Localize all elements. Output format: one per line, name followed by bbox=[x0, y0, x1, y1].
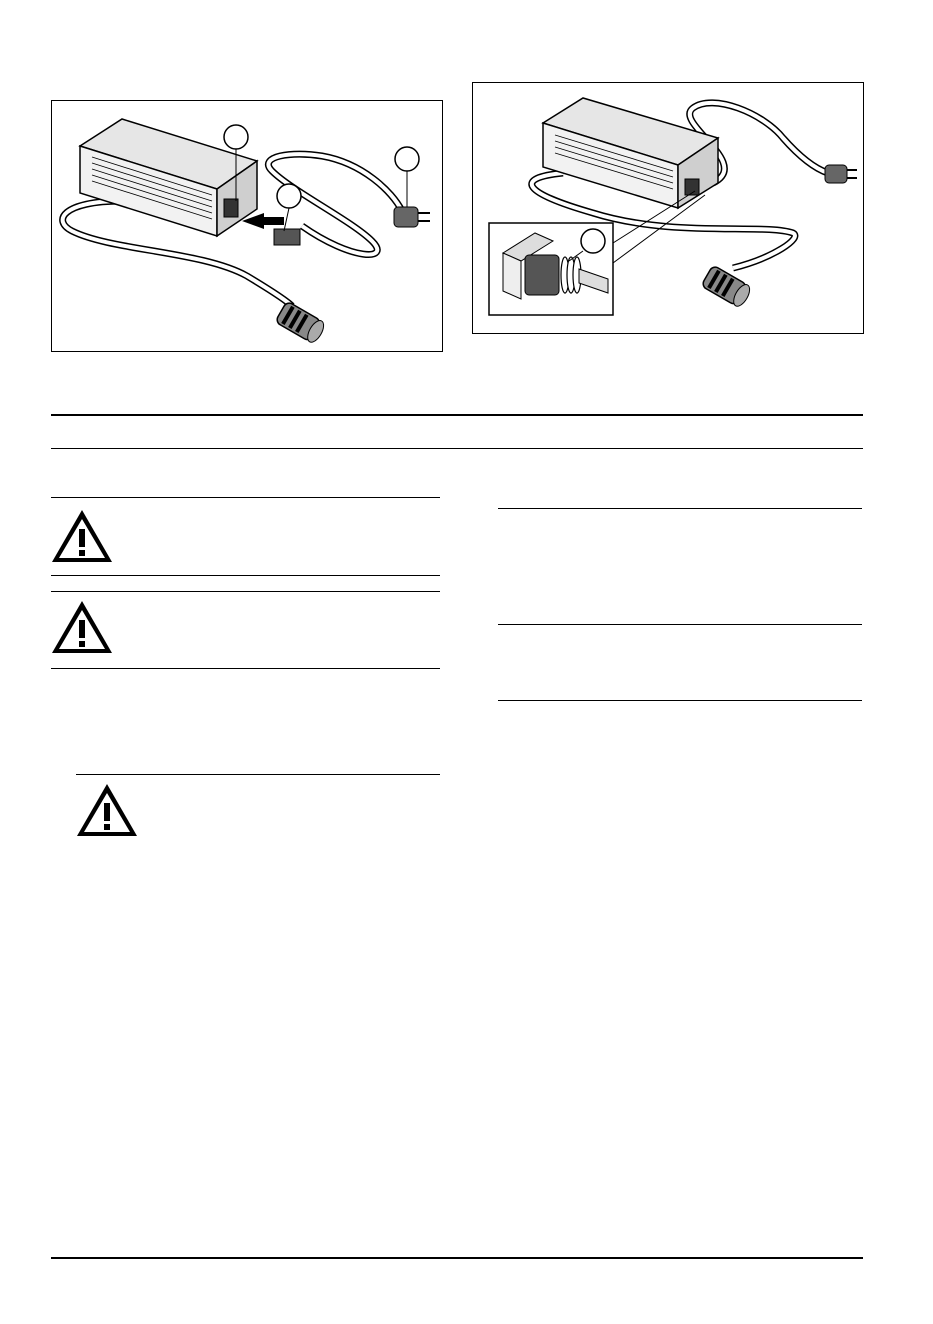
callout-circle-3 bbox=[395, 147, 419, 171]
callout-circle-1 bbox=[224, 125, 248, 149]
note-rule bbox=[498, 624, 862, 625]
footer-rule bbox=[51, 1257, 863, 1259]
warning-rule bbox=[76, 774, 440, 775]
section-rule-top bbox=[51, 414, 863, 416]
warning-rule bbox=[51, 497, 440, 498]
warning-rule bbox=[51, 591, 440, 592]
section-rule-heading bbox=[51, 448, 863, 449]
warning-rule bbox=[51, 668, 440, 669]
callout-circle-2 bbox=[277, 184, 301, 208]
charger-detail-illustration bbox=[473, 83, 863, 333]
warning-rule bbox=[51, 575, 440, 576]
charger-detail-figure bbox=[472, 82, 864, 334]
charger-connection-figure bbox=[51, 100, 443, 352]
note-rule bbox=[498, 700, 862, 701]
callout-circle-4 bbox=[581, 229, 605, 253]
note-rule bbox=[498, 508, 862, 509]
warning-triangle-icon bbox=[50, 508, 114, 569]
charger-connection-illustration bbox=[52, 101, 442, 351]
warning-triangle-icon bbox=[75, 782, 139, 843]
warning-triangle-icon bbox=[50, 599, 114, 660]
